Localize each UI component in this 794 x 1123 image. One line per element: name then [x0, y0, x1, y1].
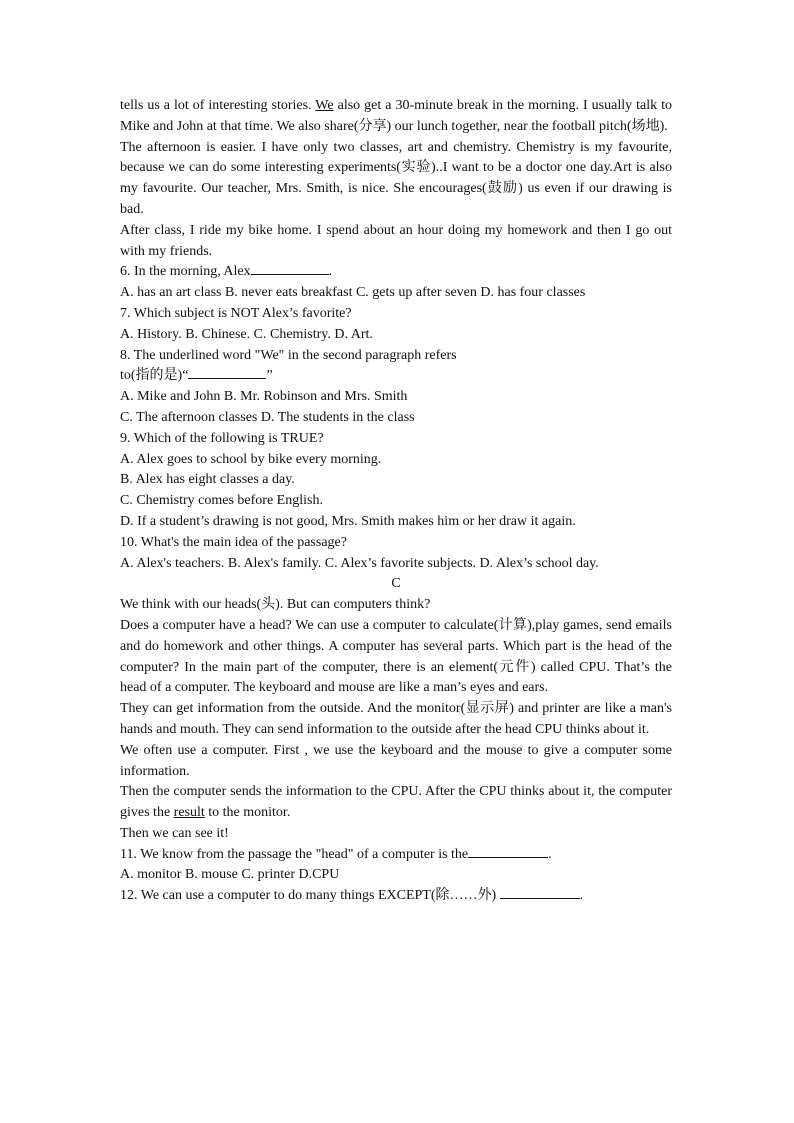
- section-c-heading: C: [391, 576, 401, 592]
- p1-start: tells us a lot of interesting stories.: [120, 98, 316, 113]
- q12-end: .: [579, 888, 584, 904]
- passage-c-paragraph-6: Then we can see it!: [120, 825, 229, 841]
- question-9: 9. Which of the following is TRUE?: [120, 430, 324, 446]
- question-8-line-2: [120, 366, 672, 387]
- question-11-options: A. monitor B. mouse C. printer D.CPU: [120, 867, 340, 883]
- passage-b-paragraph-3: After class, I ride my bike home. I spend about an hour doing my homework and then I go out with my friends.: [120, 222, 672, 259]
- question-10-options: A. Alex's teachers. B. Alex's family. C. Alex’s favorite subjects. D. Alex’s school day.: [120, 555, 599, 571]
- q8-end: ”: [266, 368, 273, 384]
- passage-c-paragraph-2: Does a computer have a head? We can use a computer to calculate(计算),play games, send emails and do homework and other things. A computer has several parts. Which part is the head of the computer? In the main part of the computer, there is an element(元件) called CPU. That’s the head of a computer. The keyboard and mouse are like a man’s eyes and ears.: [120, 617, 672, 696]
- question-12: [120, 886, 672, 907]
- q6-end: .: [328, 264, 333, 280]
- passage-c-paragraph-5: [120, 782, 672, 824]
- answer-blank[interactable]: [500, 886, 580, 899]
- q11-text: 11. We know from the passage the "head" of a computer is the: [120, 846, 469, 862]
- question-9-option-c: C. Chemistry comes before English.: [120, 493, 323, 509]
- question-6-options: A. has an art class B. never eats breakfast C. gets up after seven D. has four classes: [120, 285, 586, 301]
- p1-end: also get a 30-minute break in the morning. I usually talk to Mike and John at that time. We also share(分享) our lunch together, near the football pitch(场地).: [120, 98, 672, 134]
- passage-c-paragraph-1: We think with our heads(头). But can computers think?: [120, 597, 431, 613]
- answer-blank[interactable]: [188, 366, 266, 379]
- passage-b-paragraph-1: [120, 96, 672, 138]
- q12-text: 12. We can use a computer to do many things EXCEPT(除……外): [120, 888, 497, 904]
- question-9-option-b: B. Alex has eight classes a day.: [120, 472, 295, 488]
- passage-c-paragraph-4: We often use a computer. First , we use the keyboard and the mouse to give a computer some information.: [120, 742, 672, 779]
- question-9-option-d: D. If a student’s drawing is not good, Mrs. Smith makes him or her draw it again.: [120, 513, 576, 529]
- p5-start: Then the computer sends the information to the CPU. After the CPU thinks about it, the computer gives the: [120, 784, 672, 821]
- question-7: 7. Which subject is NOT Alex’s favorite?: [120, 305, 352, 321]
- q6-text: 6. In the morning, Alex: [120, 264, 251, 280]
- p5-end: to the monitor.: [204, 805, 291, 821]
- q11-end: .: [548, 846, 552, 862]
- question-9-option-a: A. Alex goes to school by bike every morning.: [120, 451, 382, 467]
- question-8-options-2: C. The afternoon classes D. The students in the class: [120, 409, 415, 425]
- question-10: 10. What's the main idea of the passage?: [120, 534, 347, 550]
- q8-start: to(指的是)“: [120, 368, 189, 384]
- answer-blank[interactable]: [251, 262, 329, 275]
- answer-blank[interactable]: [468, 845, 548, 858]
- question-6: [120, 262, 672, 283]
- passage-c-paragraph-3: They can get information from the outside. And the monitor(显示屏) and printer are like a man's hands and mouth. They can send information to the outside after the head CPU thinks about it.: [120, 701, 672, 737]
- question-8-line-1: 8. The underlined word "We" in the second paragraph refers: [120, 347, 457, 363]
- underlined-we: We: [315, 98, 334, 113]
- exam-text: [120, 96, 672, 907]
- underlined-result: result: [173, 805, 205, 821]
- question-8-options-1: A. Mike and John B. Mr. Robinson and Mrs. Smith: [120, 389, 408, 405]
- passage-b-paragraph-2: The afternoon is easier. I have only two classes, art and chemistry. Chemistry is my favourite, because we can do some interesting experiments(实验)..I want to be a doctor one day.Art is also my favourite. Our teacher, Mrs. Smith, is nice. She encourages(鼓励) us even if our drawing is bad.: [120, 139, 672, 217]
- question-7-options: A. History. B. Chinese. C. Chemistry. D. Art.: [120, 326, 373, 342]
- question-11: [120, 845, 672, 866]
